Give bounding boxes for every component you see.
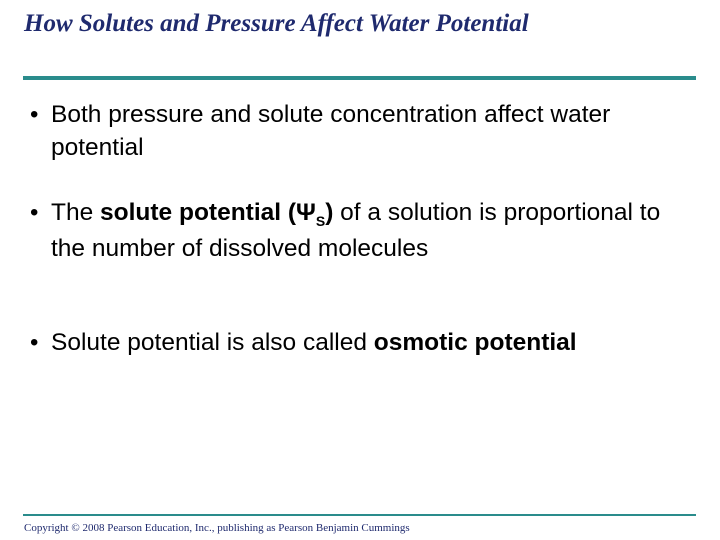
bullet-1 [30,98,680,164]
bullet-dot: • [30,199,39,226]
slide-title: How Solutes and Pressure Affect Water Potential [24,10,529,37]
solute-potential-term: solute potential (Ψ [100,199,316,226]
bullet-3 [30,326,680,359]
bullet-2 [30,196,680,265]
copyright-footer: Copyright © 2008 Pearson Education, Inc., publishing as Pearson Benjamin Cummings [24,522,410,534]
bullet-1-text: Both pressure and solute concentration affect water potential [51,101,611,161]
bullet-2-pre: The [51,199,101,226]
footer-divider [23,514,696,516]
solute-potential-subscript: S [315,213,326,229]
osmotic-potential-term: osmotic potential [373,329,577,356]
title-divider [23,76,696,80]
bullet-2-post: of a solution is proportional to the number of dissolved molecules [51,199,661,262]
solute-potential-close: ) [325,199,334,226]
bullet-dot: • [30,329,39,356]
bullet-3-pre: Solute potential is also called [51,329,374,356]
bullet-dot: • [30,101,39,128]
bullet-2-text [51,196,680,265]
bullet-3-text [51,326,680,359]
